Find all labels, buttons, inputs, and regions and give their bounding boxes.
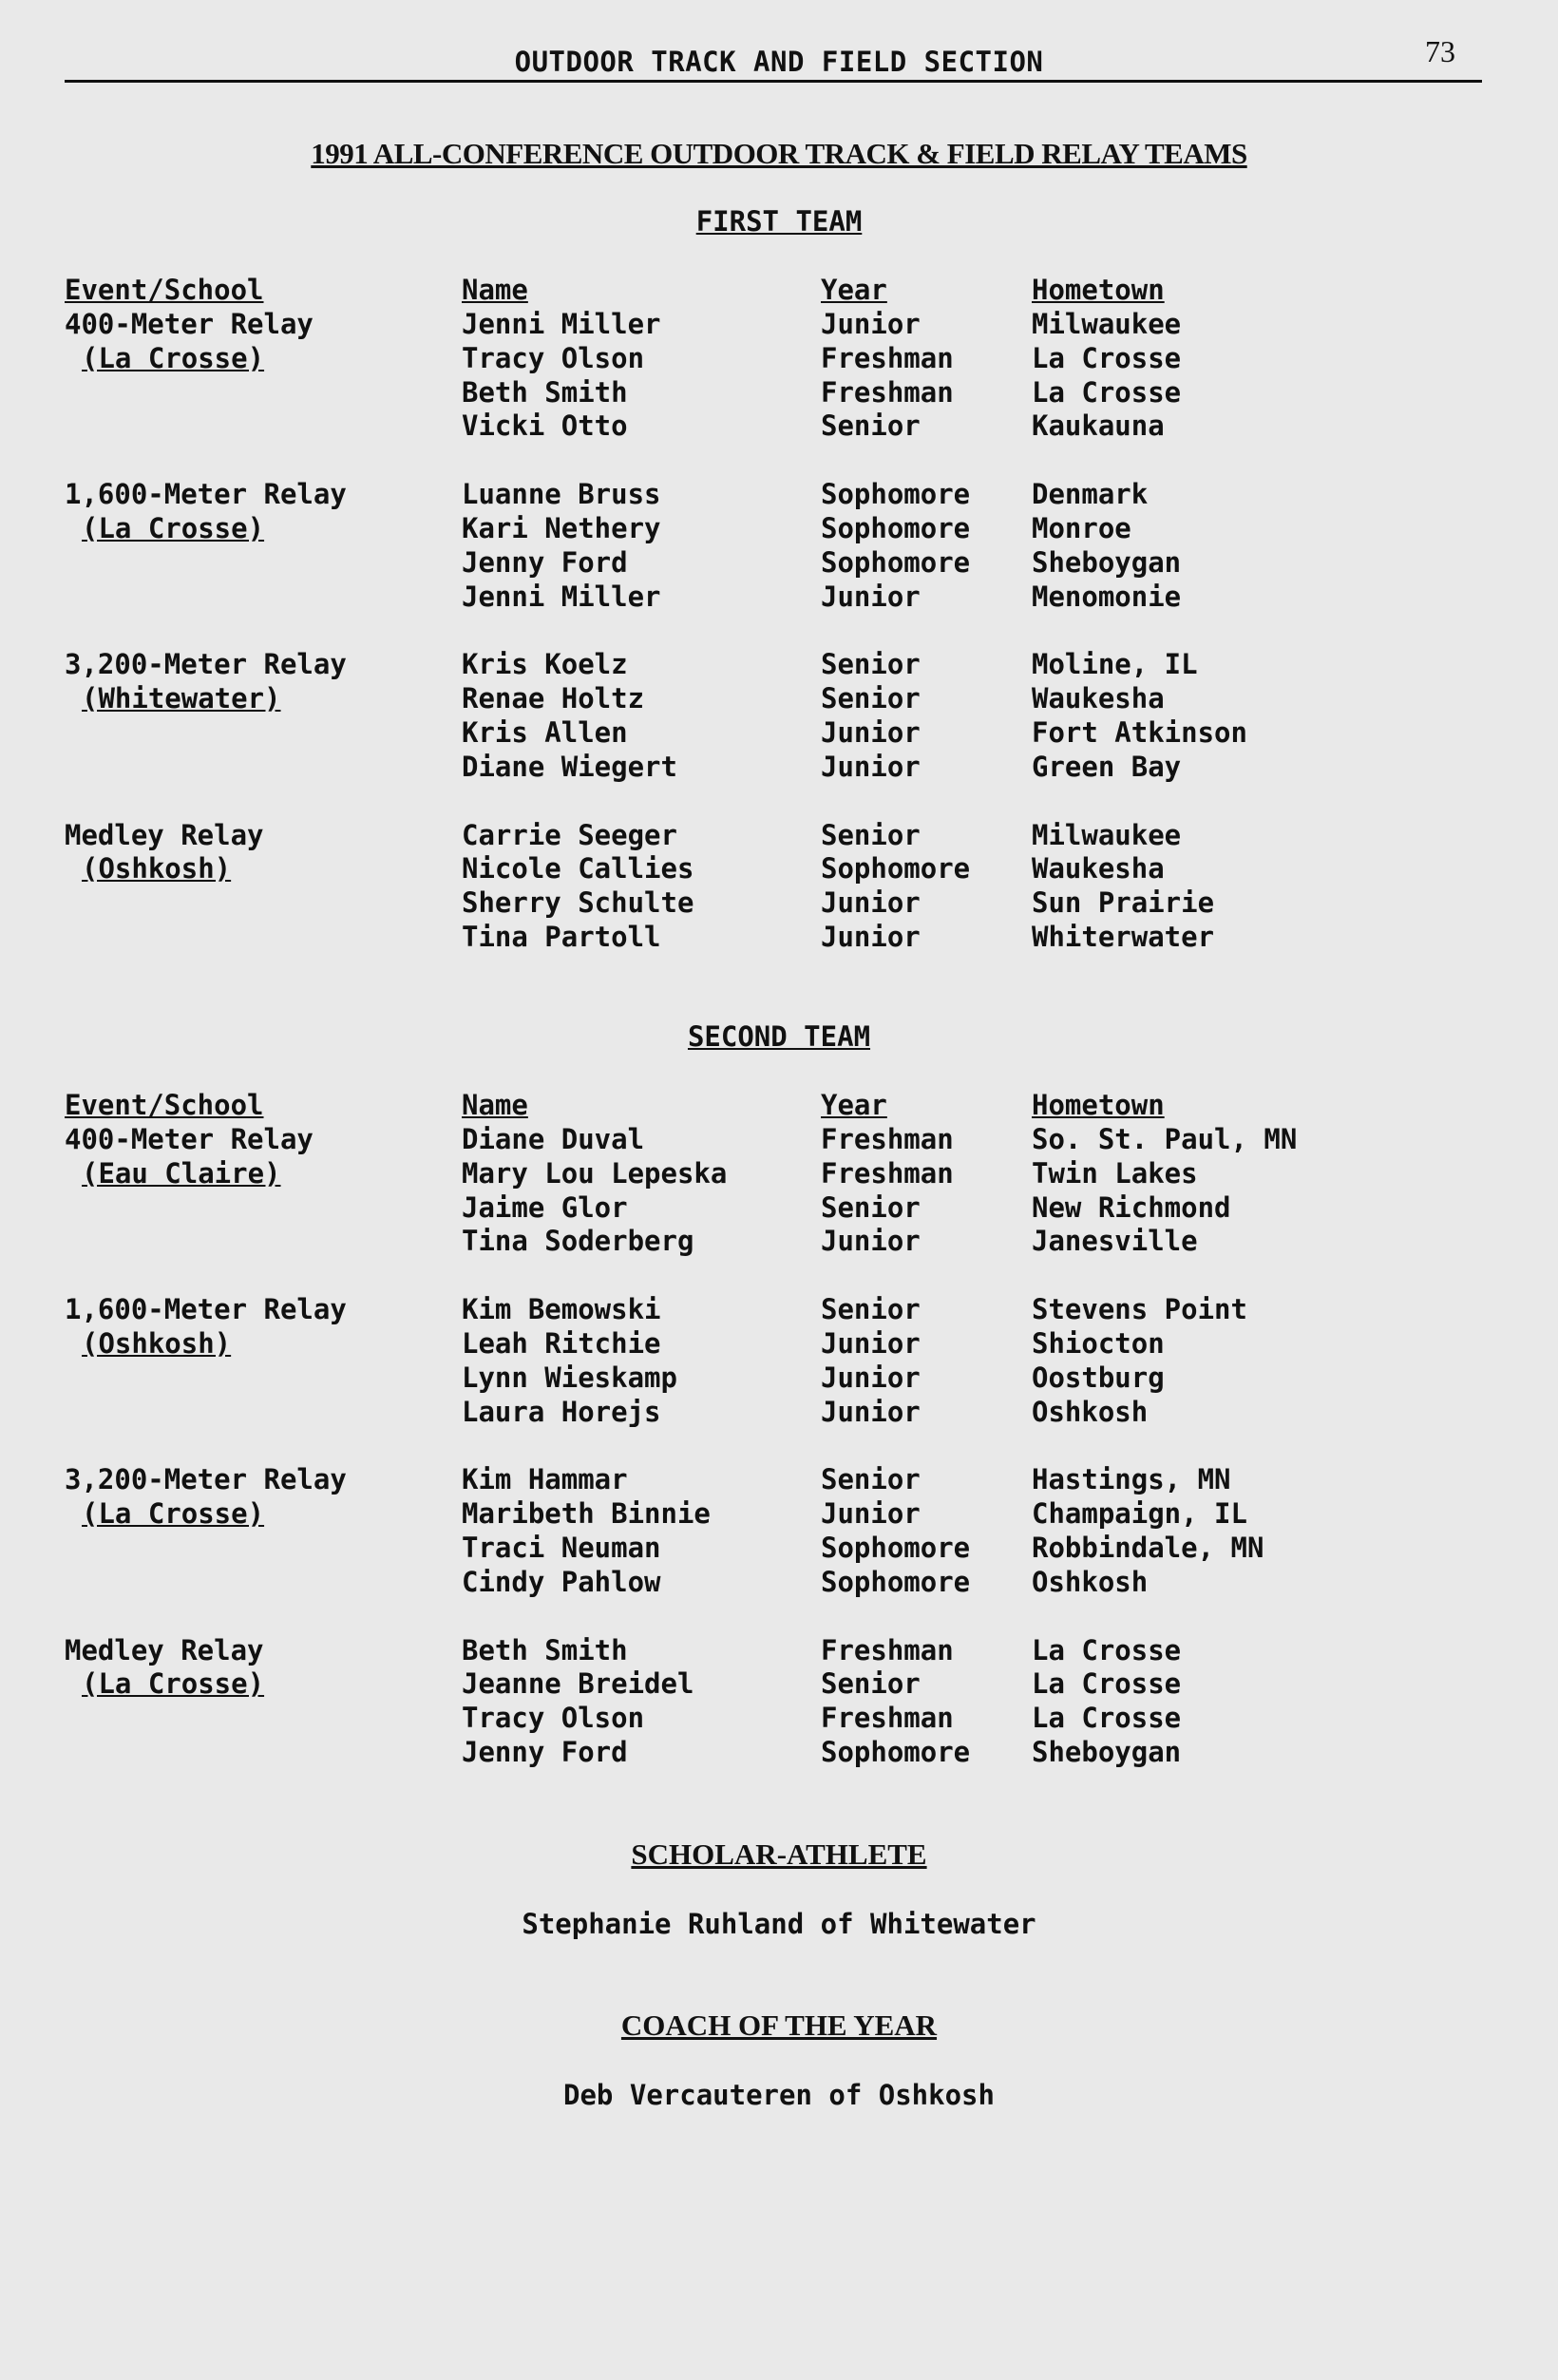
athlete-hometown: Milwaukee (1032, 308, 1182, 340)
athlete-year: Senior (821, 682, 921, 715)
relay-event: Medley Relay (65, 1633, 264, 1666)
name-column-header: Name (462, 274, 528, 306)
relay-member-row (0, 478, 1558, 512)
athlete-name: Jenny Ford (462, 545, 628, 579)
relay-member-row (0, 1702, 1558, 1736)
relay-member-row (0, 648, 1558, 682)
relay-member-row (0, 1327, 1558, 1361)
coach-of-year-name: Deb Vercauteren of Oshkosh (563, 2079, 995, 2111)
relay-event: 1,600-Meter Relay (65, 1293, 347, 1326)
athlete-hometown: Janesville (1032, 1225, 1198, 1258)
relay-member-row (0, 716, 1558, 751)
coach-of-year-title: COACH OF THE YEAR (620, 2009, 938, 2042)
athlete-name: Leah Ritchie (462, 1327, 661, 1360)
athlete-hometown: Hastings, MN (1032, 1463, 1231, 1496)
relay-school: (La Crosse) (82, 512, 265, 544)
column-header-row (0, 274, 1558, 308)
athlete-hometown: Shiocton (1032, 1327, 1165, 1360)
relay-school: (Oshkosh) (82, 852, 232, 885)
first-team-title: FIRST TEAM (695, 205, 863, 238)
relay-member-row (0, 1361, 1558, 1396)
athlete-hometown: Denmark (1032, 478, 1149, 511)
page-number: 73 (1425, 34, 1455, 68)
column-header-row (0, 1089, 1558, 1123)
name-column-header: Name (462, 1089, 528, 1121)
athlete-year: Senior (821, 1667, 921, 1701)
athlete-hometown: Twin Lakes (1032, 1156, 1198, 1190)
athlete-name: Jenni Miller (462, 308, 661, 340)
athlete-hometown: Sheboygan (1032, 1736, 1182, 1768)
athlete-hometown: So. St. Paul, MN (1032, 1123, 1298, 1155)
athlete-name: Jenny Ford (462, 1736, 628, 1768)
athlete-name: Nicole Callies (462, 852, 694, 885)
athlete-hometown: Whiterwater (1032, 921, 1215, 953)
athlete-name: Sherry Schulte (462, 886, 694, 920)
year-column-header: Year (821, 1089, 887, 1121)
athlete-name: Jeanne Breidel (462, 1667, 694, 1701)
relay-member-row (0, 409, 1558, 444)
relay-member-row (0, 512, 1558, 546)
athlete-year: Senior (821, 818, 921, 851)
athlete-year: Junior (821, 1395, 921, 1428)
athlete-name: Kim Hammar (462, 1463, 628, 1496)
athlete-name: Luanne Bruss (462, 478, 661, 511)
athlete-year: Sophomore (821, 512, 971, 544)
event-column-header: Event/School (65, 274, 264, 306)
athlete-name: Kris Allen (462, 716, 628, 749)
athlete-year: Senior (821, 409, 921, 443)
athlete-year: Senior (821, 1293, 921, 1326)
athlete-hometown: Oostburg (1032, 1361, 1165, 1394)
event-column-header: Event/School (65, 1089, 264, 1121)
hometown-column-header: Hometown (1032, 274, 1165, 306)
athlete-name: Vicki Otto (462, 409, 628, 443)
relay-event: 3,200-Meter Relay (65, 648, 347, 681)
athlete-name: Tracy Olson (462, 341, 645, 374)
athlete-name: Carrie Seeger (462, 818, 677, 851)
relay-member-row (0, 1497, 1558, 1532)
athlete-name: Diane Duval (462, 1123, 645, 1155)
athlete-name: Lynn Wieskamp (462, 1361, 677, 1394)
relay-school: (La Crosse) (82, 1497, 265, 1531)
athlete-hometown: Kaukauna (1032, 409, 1165, 443)
athlete-hometown: Waukesha (1032, 682, 1165, 715)
relay-member-row (0, 1736, 1558, 1770)
athlete-hometown: La Crosse (1032, 341, 1182, 374)
athlete-name: Beth Smith (462, 1633, 628, 1666)
athlete-hometown: Monroe (1032, 512, 1131, 544)
athlete-hometown: Stevens Point (1032, 1293, 1247, 1326)
athlete-name: Diane Wiegert (462, 750, 677, 783)
athlete-hometown: La Crosse (1032, 1667, 1182, 1701)
athlete-year: Junior (821, 308, 921, 340)
athlete-name: Tina Soderberg (462, 1225, 694, 1258)
relay-member-row (0, 1123, 1558, 1157)
relay-member-row (0, 1293, 1558, 1327)
relay-event: 3,200-Meter Relay (65, 1463, 347, 1496)
athlete-year: Freshman (821, 1156, 954, 1190)
athlete-year: Freshman (821, 1702, 954, 1735)
relay-member-row (0, 1225, 1558, 1259)
relay-member-row (0, 1463, 1558, 1497)
relay-member-row (0, 682, 1558, 716)
relay-school: (Whitewater) (82, 682, 281, 715)
athlete-name: Kris Koelz (462, 648, 628, 681)
athlete-name: Jaime Glor (462, 1190, 628, 1224)
athlete-hometown: Oshkosh (1032, 1565, 1149, 1598)
athlete-year: Junior (821, 886, 921, 920)
athlete-name: Kari Nethery (462, 512, 661, 544)
athlete-hometown: Milwaukee (1032, 818, 1182, 851)
athlete-year: Junior (821, 716, 921, 749)
athlete-hometown: Green Bay (1032, 750, 1182, 783)
athlete-hometown: Oshkosh (1032, 1395, 1149, 1428)
relay-member-row (0, 546, 1558, 581)
athlete-name: Traci Neuman (462, 1532, 661, 1564)
athlete-hometown: Sheboygan (1032, 545, 1182, 579)
athlete-hometown: La Crosse (1032, 1702, 1182, 1735)
athlete-name: Kim Bemowski (462, 1293, 661, 1326)
athlete-hometown: Waukesha (1032, 852, 1165, 885)
relay-member-row (0, 1634, 1558, 1668)
relay-member-row (0, 308, 1558, 342)
athlete-year: Freshman (821, 1123, 954, 1155)
athlete-hometown: La Crosse (1032, 375, 1182, 409)
relay-member-row (0, 886, 1558, 921)
relay-member-row (0, 342, 1558, 376)
relay-school: (Eau Claire) (82, 1156, 281, 1190)
athlete-name: Cindy Pahlow (462, 1565, 661, 1598)
relay-member-row (0, 1157, 1558, 1191)
relay-event: Medley Relay (65, 818, 264, 851)
athlete-year: Junior (821, 580, 921, 613)
relay-member-row (0, 1667, 1558, 1702)
athlete-year: Freshman (821, 341, 954, 374)
athlete-year: Sophomore (821, 1736, 971, 1768)
athlete-name: Maribeth Binnie (462, 1497, 711, 1531)
relay-member-row (0, 376, 1558, 410)
athlete-name: Jenni Miller (462, 580, 661, 613)
section-title: OUTDOOR TRACK AND FIELD SECTION (514, 46, 1044, 78)
athlete-hometown: Robbindale, MN (1032, 1532, 1264, 1564)
athlete-year: Freshman (821, 1633, 954, 1666)
relay-school: (La Crosse) (82, 341, 265, 374)
athlete-name: Beth Smith (462, 375, 628, 409)
athlete-hometown: Fort Atkinson (1032, 716, 1247, 749)
athlete-hometown: Champaign, IL (1032, 1497, 1247, 1531)
athlete-hometown: La Crosse (1032, 1633, 1182, 1666)
main-title: 1991 ALL-CONFERENCE OUTDOOR TRACK & FIELD RELAY TEAMS (311, 137, 1247, 170)
relay-member-row (0, 852, 1558, 886)
athlete-hometown: New Richmond (1032, 1190, 1231, 1224)
athlete-year: Sophomore (821, 545, 971, 579)
relay-member-row (0, 581, 1558, 615)
header-rule (65, 80, 1482, 83)
relay-member-row (0, 1532, 1558, 1566)
athlete-year: Junior (821, 1327, 921, 1360)
hometown-column-header: Hometown (1032, 1089, 1165, 1121)
relay-member-row (0, 751, 1558, 785)
scholar-athlete-name: Stephanie Ruhland of Whitewater (522, 1908, 1036, 1940)
relay-member-row (0, 921, 1558, 955)
athlete-year: Senior (821, 1463, 921, 1496)
relay-event: 1,600-Meter Relay (65, 478, 347, 511)
relay-member-row (0, 1191, 1558, 1226)
athlete-hometown: Moline, IL (1032, 648, 1198, 681)
second-team-title: SECOND TEAM (687, 1020, 871, 1053)
athlete-year: Senior (821, 1190, 921, 1224)
athlete-name: Mary Lou Lepeska (462, 1156, 728, 1190)
relay-member-row (0, 1566, 1558, 1600)
relay-event: 400-Meter Relay (65, 1123, 314, 1155)
relay-school: (Oshkosh) (82, 1327, 232, 1360)
athlete-year: Junior (821, 1497, 921, 1531)
athlete-year: Sophomore (821, 852, 971, 885)
athlete-name: Tina Partoll (462, 921, 661, 953)
athlete-year: Sophomore (821, 1532, 971, 1564)
athlete-hometown: Menomonie (1032, 580, 1182, 613)
relay-member-row (0, 1396, 1558, 1430)
athlete-year: Junior (821, 1225, 921, 1258)
athlete-year: Junior (821, 750, 921, 783)
athlete-year: Senior (821, 648, 921, 681)
athlete-year: Junior (821, 921, 921, 953)
relay-member-row (0, 819, 1558, 853)
athlete-year: Sophomore (821, 478, 971, 511)
athlete-name: Renae Holtz (462, 682, 645, 715)
relay-school: (La Crosse) (82, 1667, 265, 1701)
athlete-name: Tracy Olson (462, 1702, 645, 1735)
year-column-header: Year (821, 274, 887, 306)
athlete-name: Laura Horejs (462, 1395, 661, 1428)
relay-event: 400-Meter Relay (65, 308, 314, 340)
athlete-year: Junior (821, 1361, 921, 1394)
athlete-year: Freshman (821, 375, 954, 409)
athlete-year: Sophomore (821, 1565, 971, 1598)
athlete-hometown: Sun Prairie (1032, 886, 1215, 920)
scholar-athlete-title: SCHOLAR-ATHLETE (631, 1837, 927, 1871)
